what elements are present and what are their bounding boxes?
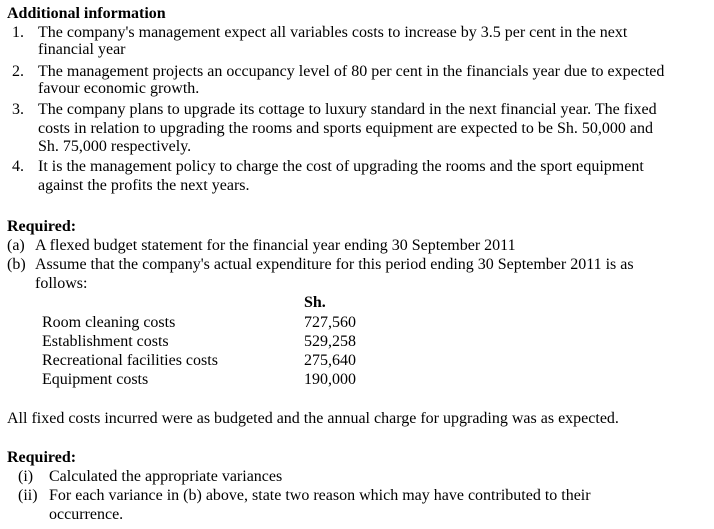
row-value: 529,258 — [304, 333, 356, 350]
list-number: 1. — [12, 24, 24, 41]
row-value: 275,640 — [304, 352, 356, 369]
row-value: 190,000 — [304, 371, 356, 388]
list-item-text: follows: — [35, 275, 88, 292]
list-item-text: The management projects an occupancy level of 80 per cent in the financials year due to expected — [38, 63, 665, 80]
row-label: Establishment costs — [42, 333, 169, 350]
list-item-text: Assume that the company's actual expenditure for this period ending 30 September 2011 is as — [35, 256, 634, 273]
row-label: Equipment costs — [42, 371, 149, 388]
list-number: (b) — [7, 256, 26, 273]
list-number: 4. — [12, 158, 24, 175]
section-heading: Additional information — [7, 5, 166, 22]
list-item-text: It is the management policy to charge the cost of upgrading the rooms and the sport equipment — [38, 158, 644, 175]
list-item-text: The company plans to upgrade its cottage to luxury standard in the next financial year. The fixed — [38, 101, 657, 118]
list-item-text: Calculated the appropriate variances — [49, 468, 283, 485]
list-item-text: Sh. 75,000 respectively. — [38, 138, 192, 155]
section-heading: Required: — [7, 449, 77, 466]
list-number: 3. — [12, 101, 24, 118]
row-value: 727,560 — [304, 314, 356, 331]
list-item-text: occurrence. — [49, 506, 124, 523]
row-label: Room cleaning costs — [42, 314, 176, 331]
list-item-text: For each variance in (b) above, state two reason which may have contributed to their — [49, 487, 591, 504]
list-item-text: favour economic growth. — [38, 80, 200, 97]
list-number: (i) — [18, 468, 34, 485]
row-label: Recreational facilities costs — [42, 352, 218, 369]
list-item-text: A flexed budget statement for the financial year ending 30 September 2011 — [35, 237, 516, 254]
list-number: (ii) — [18, 487, 38, 504]
list-item-text: The company's management expect all variables costs to increase by 3.5 per cent in the next — [38, 24, 628, 41]
section-heading: Required: — [7, 218, 77, 235]
list-item-text: costs in relation to upgrading the rooms and sports equipment are expected to be Sh. 50,000 and — [38, 120, 653, 137]
column-header-sh: Sh. — [304, 294, 326, 311]
list-item-text: against the profits the next years. — [38, 177, 250, 194]
list-item-text: financial year — [38, 41, 126, 58]
list-number: (a) — [7, 237, 25, 254]
list-number: 2. — [12, 63, 24, 80]
note-text: All fixed costs incurred were as budgeted and the annual charge for upgrading was as expected. — [7, 410, 619, 427]
